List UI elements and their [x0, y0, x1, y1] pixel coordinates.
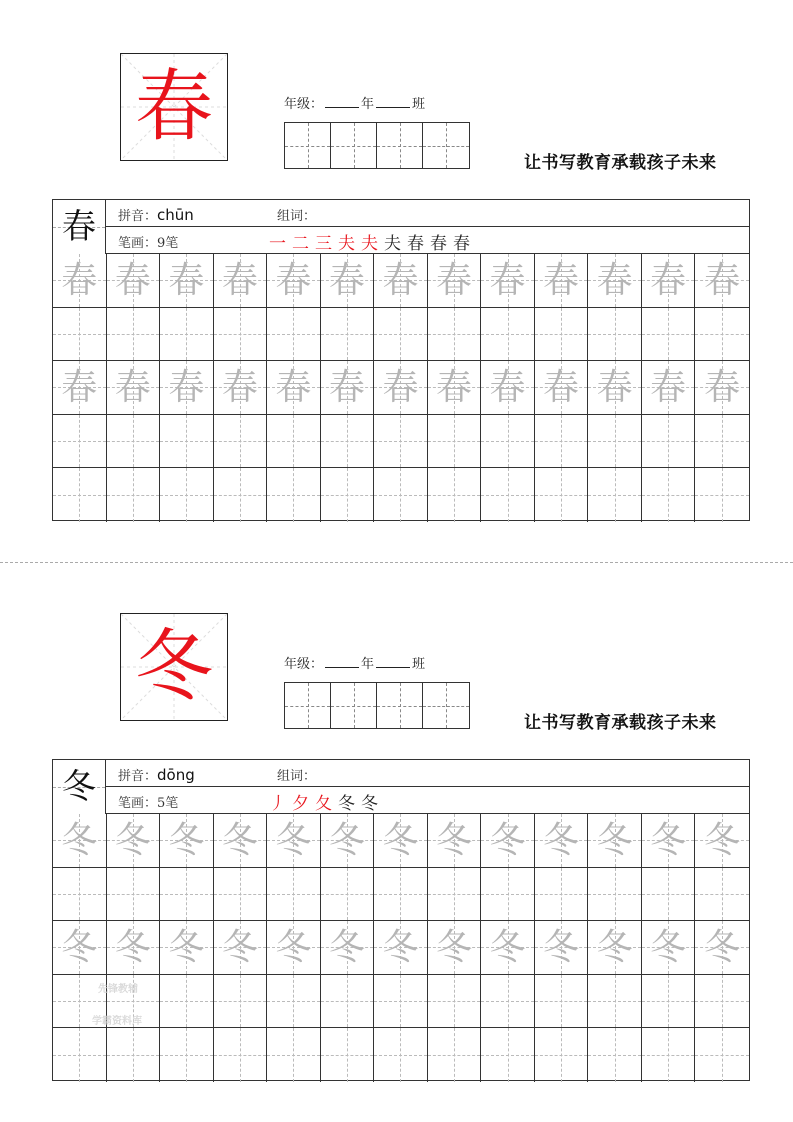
student-name-grid[interactable] [284, 122, 470, 169]
stroke-step: 一 [269, 234, 288, 254]
stroke-count-field [118, 232, 178, 251]
grade-class-blank[interactable] [376, 95, 410, 108]
practice-cell[interactable] [535, 308, 589, 361]
trace-character: 春 [704, 260, 741, 301]
practice-cell[interactable] [535, 814, 589, 867]
practice-cell[interactable] [214, 415, 268, 468]
practice-cell[interactable] [481, 254, 535, 307]
practice-cell[interactable] [695, 1028, 749, 1082]
practice-cell[interactable] [53, 415, 107, 468]
practice-cell[interactable] [374, 468, 428, 522]
practice-cell[interactable] [214, 468, 268, 522]
pinyin-value: chūn [157, 206, 194, 224]
info-character: 冬 [62, 767, 96, 807]
practice-cell[interactable] [214, 308, 268, 361]
trace-character: 冬 [382, 927, 419, 969]
practice-cell[interactable] [588, 814, 642, 867]
trace-character: 春 [61, 260, 98, 301]
stroke-label: 笔画： [118, 796, 158, 811]
trace-character: 冬 [221, 820, 258, 861]
trace-character: 冬 [650, 927, 687, 969]
practice-cell[interactable] [535, 975, 589, 1028]
practice-cell[interactable] [267, 868, 321, 921]
info-character-cell [53, 760, 106, 814]
practice-cell[interactable] [535, 468, 589, 522]
practice-cell[interactable] [160, 468, 214, 522]
stroke-step: 春 [430, 234, 449, 254]
trace-character: 春 [650, 260, 687, 301]
practice-cell[interactable] [160, 308, 214, 361]
student-name-grid[interactable] [284, 682, 470, 729]
practice-cell[interactable] [374, 1028, 428, 1082]
practice-cell[interactable] [588, 308, 642, 361]
practice-cell[interactable] [535, 415, 589, 468]
trace-character: 冬 [168, 927, 205, 969]
practice-cell[interactable] [374, 415, 428, 468]
practice-cell[interactable] [214, 814, 268, 867]
trace-character: 春 [221, 367, 258, 409]
trace-character: 冬 [114, 820, 151, 861]
practice-cell[interactable] [53, 921, 107, 974]
trace-character: 春 [168, 260, 205, 301]
stroke-count-value: 9笔 [157, 236, 179, 251]
practice-cell[interactable] [535, 921, 589, 974]
practice-cell[interactable] [642, 361, 696, 414]
practice-row [53, 415, 749, 469]
watermark-text-2: 学霸资料库 [92, 1016, 142, 1027]
trace-character: 春 [543, 367, 580, 409]
practice-cell[interactable] [428, 975, 482, 1028]
practice-cell[interactable] [428, 415, 482, 468]
trace-character: 春 [596, 367, 633, 409]
trace-character: 春 [221, 260, 258, 301]
practice-cell[interactable] [695, 468, 749, 522]
practice-grid [53, 814, 749, 1082]
practice-cell[interactable] [160, 814, 214, 867]
words-label: 组词： [277, 209, 317, 224]
trace-character: 春 [650, 367, 687, 409]
practice-cell[interactable] [321, 308, 375, 361]
practice-cell[interactable] [53, 361, 107, 414]
practice-table [52, 199, 750, 521]
grade-class-field [284, 653, 425, 672]
grade-year-label: 年 [361, 657, 375, 672]
practice-row [53, 308, 749, 362]
model-character: 春 [134, 62, 213, 152]
stroke-step: 夕 [292, 794, 311, 814]
model-character-box [120, 53, 228, 161]
practice-cell[interactable] [214, 921, 268, 974]
trace-character: 春 [382, 367, 419, 409]
practice-cell[interactable] [53, 1028, 107, 1082]
info-row-strokes [106, 227, 749, 254]
trace-character: 春 [61, 367, 98, 409]
practice-cell[interactable] [160, 361, 214, 414]
trace-character: 春 [435, 260, 472, 301]
practice-row [53, 1028, 749, 1082]
practice-row [53, 468, 749, 522]
practice-cell[interactable] [695, 254, 749, 307]
practice-cell[interactable] [695, 921, 749, 974]
practice-cell[interactable] [374, 868, 428, 921]
practice-cell[interactable] [695, 361, 749, 414]
practice-cell[interactable] [267, 814, 321, 867]
practice-cell[interactable] [321, 921, 375, 974]
practice-cell[interactable] [428, 921, 482, 974]
practice-cell[interactable] [695, 308, 749, 361]
model-character: 冬 [134, 622, 213, 712]
practice-cell[interactable] [695, 975, 749, 1028]
grade-label: 年级： [284, 657, 324, 672]
grade-class-field [284, 93, 425, 112]
practice-cell[interactable] [588, 921, 642, 974]
trace-character: 冬 [704, 820, 741, 861]
practice-cell[interactable] [642, 814, 696, 867]
practice-cell[interactable] [321, 814, 375, 867]
practice-cell[interactable] [107, 468, 161, 522]
practice-cell[interactable] [588, 468, 642, 522]
name-cell[interactable] [285, 123, 331, 168]
practice-cell[interactable] [107, 415, 161, 468]
practice-cell[interactable] [588, 361, 642, 414]
grade-class-label: 班 [412, 657, 426, 672]
trace-character: 冬 [275, 820, 312, 861]
name-cell[interactable] [285, 683, 331, 728]
practice-cell[interactable] [160, 921, 214, 974]
practice-cell[interactable] [642, 868, 696, 921]
practice-cell[interactable] [374, 814, 428, 867]
practice-cell[interactable] [321, 975, 375, 1028]
practice-cell[interactable] [214, 254, 268, 307]
grade-label: 年级： [284, 97, 324, 112]
trace-character: 冬 [489, 820, 526, 861]
practice-cell[interactable] [107, 1028, 161, 1082]
practice-cell[interactable] [374, 921, 428, 974]
practice-cell[interactable] [214, 361, 268, 414]
trace-character: 冬 [596, 927, 633, 969]
practice-cell[interactable] [535, 1028, 589, 1082]
worksheet-section [0, 0, 793, 540]
info-character-cell [53, 200, 106, 254]
trace-character: 春 [543, 260, 580, 301]
stroke-order-sequence [269, 229, 476, 254]
stroke-step: 三 [315, 234, 334, 254]
stroke-step: 夫 [361, 234, 380, 254]
practice-cell[interactable] [53, 468, 107, 522]
practice-cell[interactable] [481, 361, 535, 414]
trace-character: 春 [489, 260, 526, 301]
trace-character: 冬 [221, 927, 258, 969]
practice-cell[interactable] [481, 308, 535, 361]
grade-year-blank[interactable] [325, 95, 359, 108]
practice-cell[interactable] [695, 814, 749, 867]
stroke-order-sequence [269, 789, 384, 814]
practice-cell[interactable] [642, 254, 696, 307]
practice-cell[interactable] [374, 254, 428, 307]
stroke-step: 冬 [338, 794, 357, 814]
name-cell[interactable] [377, 123, 423, 168]
stroke-count-value: 5笔 [157, 796, 179, 811]
practice-cell[interactable] [321, 868, 375, 921]
practice-cell[interactable] [428, 254, 482, 307]
practice-row [53, 975, 749, 1029]
trace-character: 春 [328, 260, 365, 301]
pinyin-field [118, 765, 195, 784]
pinyin-label: 拼音： [118, 209, 158, 224]
practice-cell[interactable] [588, 1028, 642, 1082]
practice-cell[interactable] [481, 415, 535, 468]
practice-cell[interactable] [374, 361, 428, 414]
trace-character: 冬 [435, 820, 472, 861]
trace-character: 冬 [650, 820, 687, 861]
trace-character: 冬 [61, 927, 98, 969]
trace-character: 春 [275, 367, 312, 409]
practice-cell[interactable] [53, 308, 107, 361]
worksheet-section [0, 560, 793, 1100]
trace-character: 春 [704, 367, 741, 409]
practice-cell[interactable] [642, 468, 696, 522]
practice-cell[interactable] [267, 361, 321, 414]
practice-cell[interactable] [321, 1028, 375, 1082]
practice-row [53, 254, 749, 308]
slogan-text: 让书写教育承载孩子未来 [524, 713, 717, 733]
trace-character: 冬 [168, 820, 205, 861]
name-cell[interactable] [423, 123, 469, 168]
words-label: 组词： [277, 769, 317, 784]
info-row-pinyin [106, 200, 749, 227]
practice-cell[interactable] [107, 868, 161, 921]
practice-cell[interactable] [214, 975, 268, 1028]
trace-character: 冬 [489, 927, 526, 969]
practice-cell[interactable] [481, 921, 535, 974]
stroke-step: 冬 [361, 794, 380, 814]
practice-row [53, 361, 749, 415]
pinyin-label: 拼音： [118, 769, 158, 784]
practice-cell[interactable] [374, 308, 428, 361]
practice-cell[interactable] [695, 415, 749, 468]
practice-cell[interactable] [53, 868, 107, 921]
pinyin-value: dōng [157, 766, 195, 784]
practice-cell[interactable] [160, 868, 214, 921]
practice-cell[interactable] [160, 1028, 214, 1082]
trace-character: 春 [114, 367, 151, 409]
watermark-text-1: 先锋教辅 [98, 984, 138, 995]
practice-cell[interactable] [535, 254, 589, 307]
cut-separator-line [0, 562, 793, 563]
grade-year-label: 年 [361, 97, 375, 112]
practice-cell[interactable] [107, 308, 161, 361]
practice-cell[interactable] [642, 1028, 696, 1082]
trace-character: 冬 [704, 927, 741, 969]
practice-cell[interactable] [267, 308, 321, 361]
trace-character: 春 [596, 260, 633, 301]
stroke-label: 笔画： [118, 236, 158, 251]
practice-cell[interactable] [642, 415, 696, 468]
practice-cell[interactable] [588, 868, 642, 921]
practice-cell[interactable] [481, 868, 535, 921]
practice-cell[interactable] [160, 975, 214, 1028]
trace-character: 冬 [114, 927, 151, 969]
trace-character: 冬 [435, 927, 472, 969]
practice-cell[interactable] [107, 254, 161, 307]
grade-class-label: 班 [412, 97, 426, 112]
practice-row [53, 868, 749, 922]
trace-character: 冬 [543, 927, 580, 969]
practice-cell[interactable] [428, 1028, 482, 1082]
practice-cell[interactable] [267, 415, 321, 468]
practice-cell[interactable] [267, 1028, 321, 1082]
practice-cell[interactable] [267, 921, 321, 974]
trace-character: 冬 [61, 820, 98, 861]
practice-cell[interactable] [642, 921, 696, 974]
practice-cell[interactable] [588, 254, 642, 307]
name-cell[interactable] [331, 123, 377, 168]
practice-cell[interactable] [428, 868, 482, 921]
practice-cell[interactable] [160, 415, 214, 468]
practice-cell[interactable] [107, 921, 161, 974]
trace-character: 冬 [328, 820, 365, 861]
practice-cell[interactable] [321, 361, 375, 414]
practice-cell[interactable] [53, 814, 107, 867]
practice-cell[interactable] [588, 415, 642, 468]
practice-cell[interactable] [428, 468, 482, 522]
trace-character: 冬 [382, 820, 419, 861]
info-row-strokes [106, 787, 749, 814]
stroke-step: 二 [292, 234, 311, 254]
practice-cell[interactable] [321, 468, 375, 522]
trace-character: 春 [168, 367, 205, 409]
practice-cell[interactable] [321, 254, 375, 307]
slogan-text: 让书写教育承载孩子未来 [524, 153, 717, 173]
practice-cell[interactable] [535, 361, 589, 414]
practice-cell[interactable] [267, 468, 321, 522]
stroke-step: 丿 [269, 794, 288, 814]
stroke-step: 春 [407, 234, 426, 254]
practice-cell[interactable] [695, 868, 749, 921]
trace-character: 春 [275, 260, 312, 301]
trace-character: 冬 [328, 927, 365, 969]
practice-cell[interactable] [428, 308, 482, 361]
trace-character: 冬 [275, 927, 312, 969]
stroke-count-field [118, 792, 178, 811]
practice-cell[interactable] [267, 254, 321, 307]
info-character: 春 [62, 207, 96, 247]
model-character-box [120, 613, 228, 721]
practice-cell[interactable] [214, 868, 268, 921]
trace-character: 春 [328, 367, 365, 409]
name-cell[interactable] [377, 683, 423, 728]
trace-character: 春 [382, 260, 419, 301]
name-cell[interactable] [331, 683, 377, 728]
practice-grid [53, 254, 749, 522]
grade-class-blank[interactable] [376, 655, 410, 668]
info-row-pinyin [106, 760, 749, 787]
practice-cell[interactable] [160, 254, 214, 307]
grade-year-blank[interactable] [325, 655, 359, 668]
practice-cell[interactable] [481, 1028, 535, 1082]
trace-character: 冬 [596, 820, 633, 861]
practice-cell[interactable] [642, 975, 696, 1028]
name-cell[interactable] [423, 683, 469, 728]
trace-character: 冬 [543, 820, 580, 861]
practice-cell[interactable] [428, 814, 482, 867]
pinyin-field [118, 205, 194, 224]
practice-cell[interactable] [321, 415, 375, 468]
practice-cell[interactable] [481, 814, 535, 867]
practice-cell[interactable] [374, 975, 428, 1028]
practice-row [53, 921, 749, 975]
trace-character: 春 [435, 367, 472, 409]
stroke-step: 夫 [384, 234, 403, 254]
practice-cell[interactable] [107, 361, 161, 414]
practice-cell[interactable] [53, 254, 107, 307]
practice-row [53, 814, 749, 868]
trace-character: 春 [489, 367, 526, 409]
practice-cell[interactable] [588, 975, 642, 1028]
practice-cell[interactable] [214, 1028, 268, 1082]
practice-table [52, 759, 750, 1081]
stroke-step: 夂 [315, 794, 334, 814]
practice-cell[interactable] [481, 468, 535, 522]
trace-character: 春 [114, 260, 151, 301]
stroke-step: 春 [453, 234, 472, 254]
practice-cell[interactable] [428, 361, 482, 414]
stroke-step: 夫 [338, 234, 357, 254]
practice-cell[interactable] [481, 975, 535, 1028]
practice-cell[interactable] [267, 975, 321, 1028]
practice-cell[interactable] [535, 868, 589, 921]
practice-cell[interactable] [107, 814, 161, 867]
practice-cell[interactable] [642, 308, 696, 361]
